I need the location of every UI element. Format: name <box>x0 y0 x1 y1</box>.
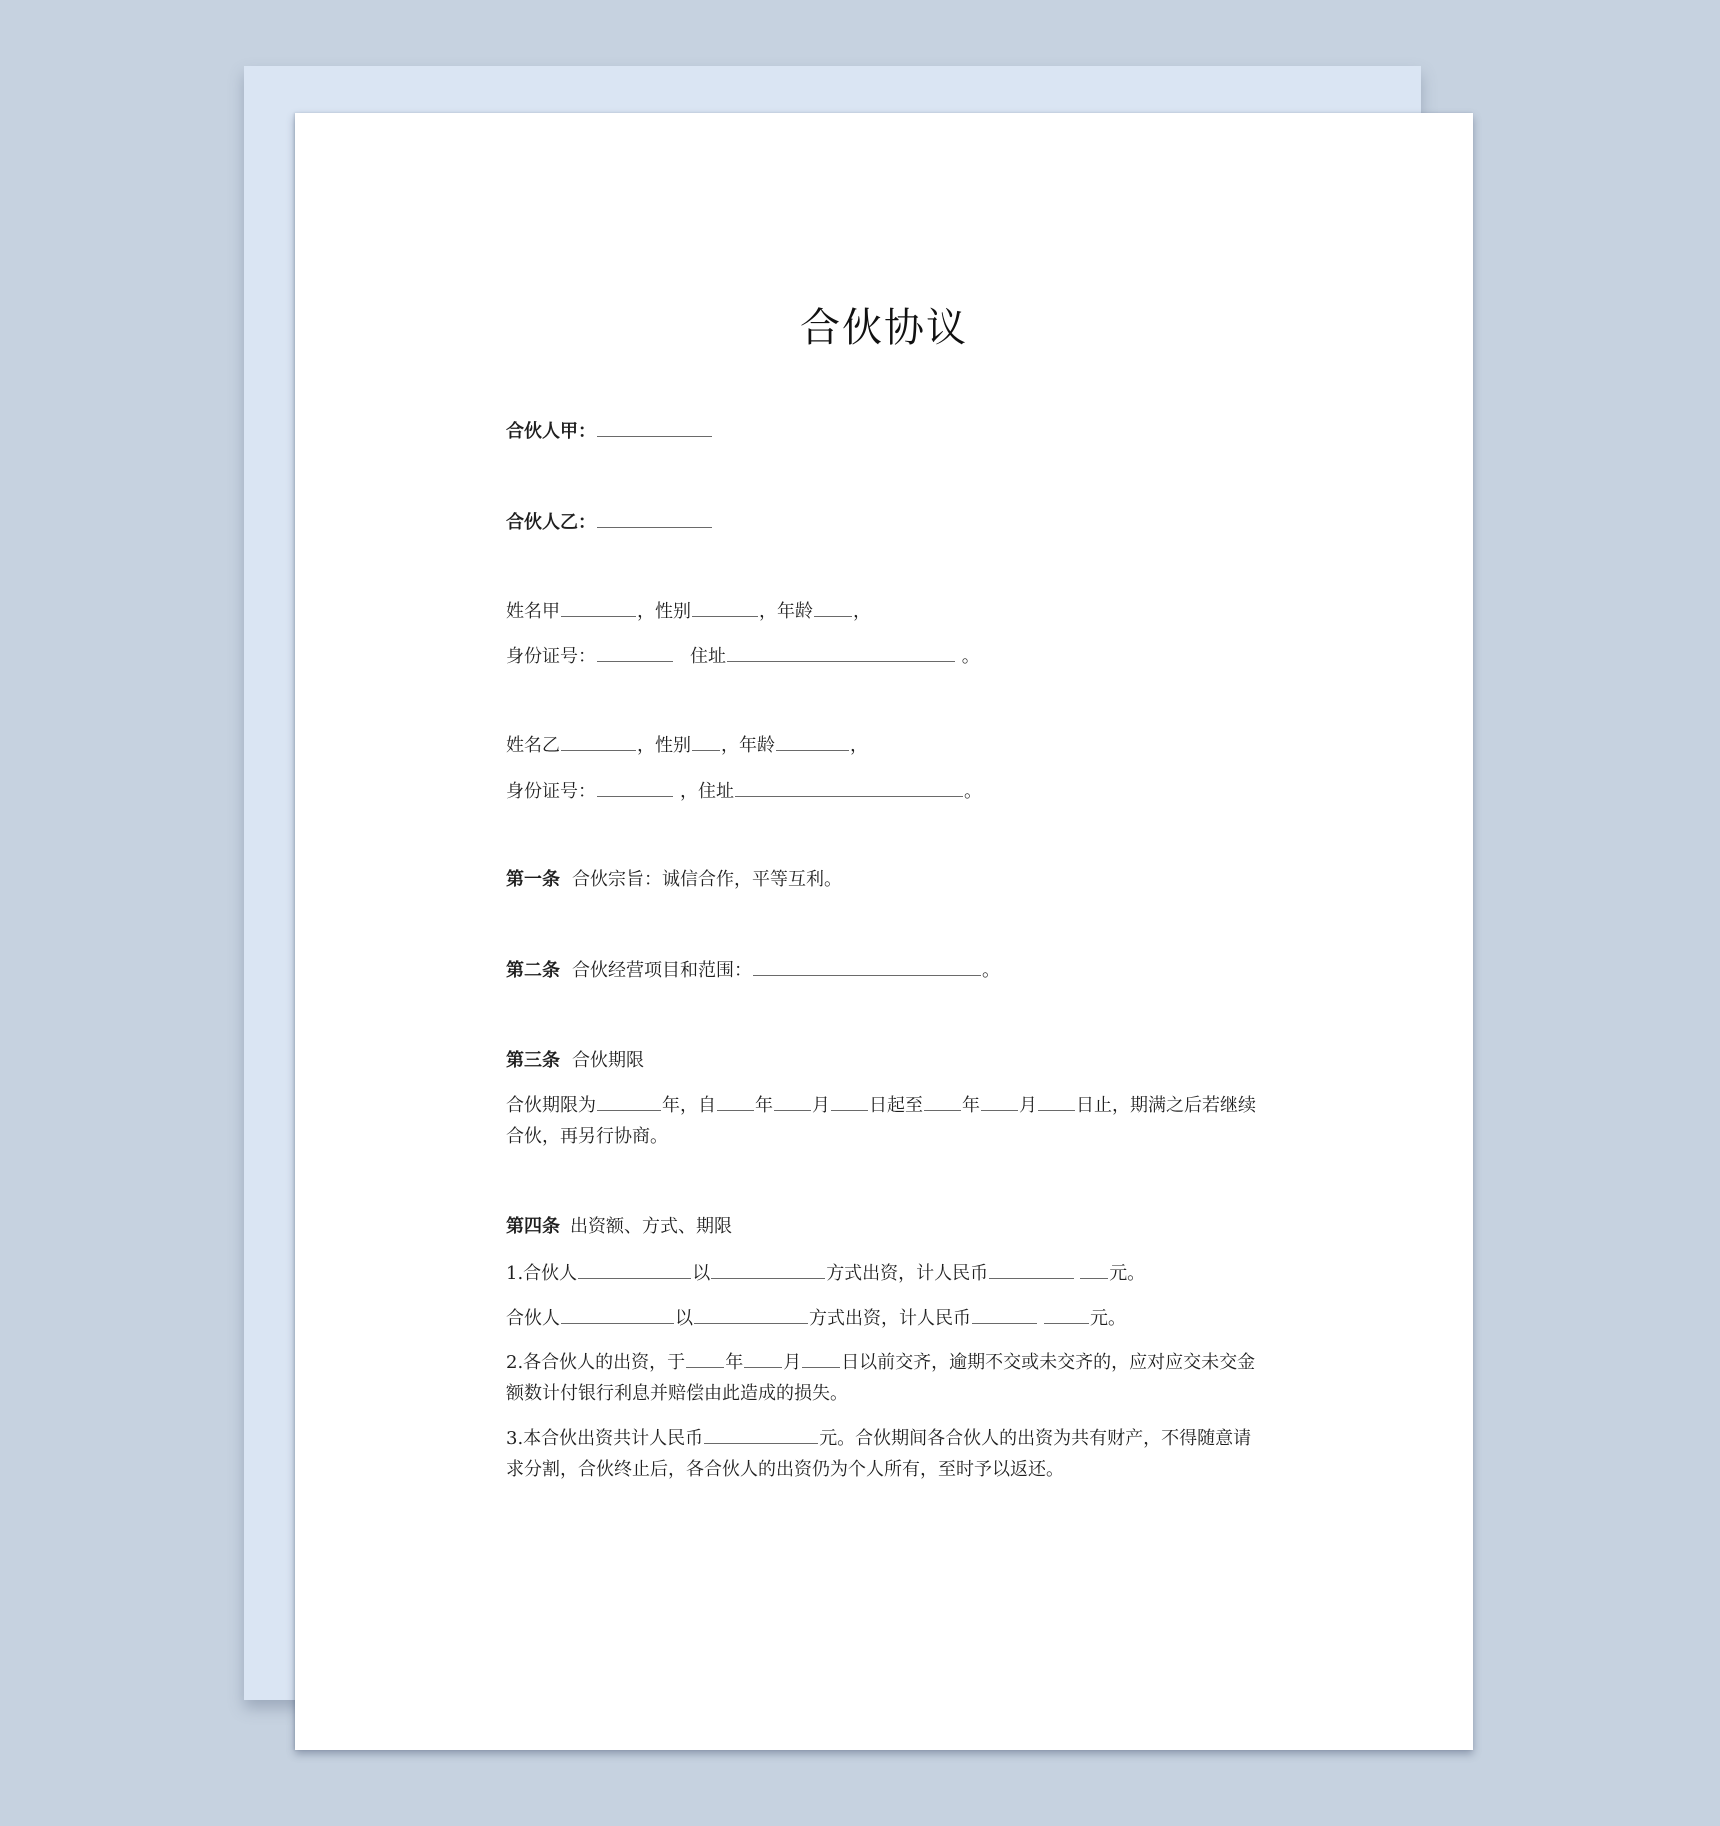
address-b-end: 。 <box>964 781 982 802</box>
end-month-blank[interactable] <box>981 1092 1018 1111</box>
age-a-label: ，年龄 <box>759 601 813 622</box>
with-label: 以 <box>692 1263 711 1284</box>
article-4-item-1 <box>506 1260 1145 1287</box>
article-3-body <box>506 1090 1258 1152</box>
article-3-heading: 第三条 <box>506 1050 560 1071</box>
gender-b-blank[interactable] <box>692 732 720 751</box>
term-years-blank[interactable] <box>597 1092 661 1111</box>
end-day-blank[interactable] <box>1038 1092 1075 1111</box>
gender-a-label: ，性别 <box>637 601 691 622</box>
deadline-day-blank[interactable] <box>802 1349 840 1368</box>
item-3-text: 元。合伙期间各合伙人的出资为共有财产，不得随意请求分割，合伙终止后，各合伙人的出资仍为个人所有，至时予以返还。 <box>506 1428 1252 1480</box>
gender-b-label: ，性别 <box>637 735 691 756</box>
article-1 <box>506 867 842 893</box>
article-3-heading-line <box>506 1048 644 1074</box>
amount-1b-blank[interactable] <box>1080 1260 1108 1279</box>
article-4-heading: 第四条 <box>506 1216 560 1237</box>
article-4-item-1b <box>506 1305 1126 1332</box>
method-2-blank[interactable] <box>694 1305 808 1324</box>
amount-1-blank[interactable] <box>989 1260 1074 1279</box>
article-1-heading: 第一条 <box>506 869 560 890</box>
item-3-prefix: 3.本合伙出资共计人民币 <box>506 1428 704 1449</box>
month-label: 月 <box>1019 1095 1037 1116</box>
method-label: 方式出资，计人民币 <box>826 1263 989 1284</box>
year-label: 年 <box>755 1095 773 1116</box>
article-2 <box>506 957 1000 984</box>
start-month-blank[interactable] <box>774 1092 811 1111</box>
name-b-blank[interactable] <box>561 732 636 751</box>
article-3-title: 合伙期限 <box>572 1050 644 1071</box>
party-b-label: 合伙人乙： <box>506 512 596 533</box>
article-4-heading-line <box>506 1214 732 1240</box>
party-b-line <box>506 509 713 536</box>
article-2-text: 合伙经营项目和范围： <box>572 960 752 981</box>
item-2-prefix: 2.各合伙人的出资，于 <box>506 1352 686 1373</box>
person-a-info-line <box>506 598 871 625</box>
name-a-label: 姓名甲 <box>506 601 560 622</box>
age-a-end: ， <box>853 601 871 622</box>
item-2-text: 日以前交齐，逾期不交或未交齐的，应对应交未交金额数计付银行利息并赔偿由此造成的损失。 <box>506 1352 1256 1404</box>
amount-2-blank[interactable] <box>972 1305 1037 1324</box>
gender-a-blank[interactable] <box>692 598 758 617</box>
article-2-heading: 第二条 <box>506 960 560 981</box>
article-1-text: 合伙宗旨：诚信合作，平等互利。 <box>572 869 842 890</box>
yuan-label: 元。 <box>1090 1308 1126 1329</box>
month-label: 月 <box>812 1095 830 1116</box>
deadline-month-blank[interactable] <box>744 1349 782 1368</box>
article-4-title: 出资额、方式、期限 <box>570 1216 732 1237</box>
person-b-id-line <box>506 778 982 805</box>
address-a-end: 。 <box>956 646 980 667</box>
age-a-blank[interactable] <box>814 598 852 617</box>
article-4-item-3 <box>506 1423 1258 1485</box>
id-a-label: 身份证号： <box>506 646 596 667</box>
name-b-label: 姓名乙 <box>506 735 560 756</box>
year-label: 年 <box>962 1095 980 1116</box>
item-1-prefix: 1.合伙人 <box>506 1263 578 1284</box>
party-a-blank[interactable] <box>597 418 712 437</box>
from-label: 日起至 <box>869 1095 923 1116</box>
article-2-end: 。 <box>982 960 1000 981</box>
year-label: 年 <box>725 1352 744 1373</box>
person-b-info-line <box>506 732 868 759</box>
yuan-label: 元。 <box>1109 1263 1146 1284</box>
address-b-blank[interactable] <box>735 778 963 797</box>
party-b-blank[interactable] <box>597 509 712 528</box>
item-1b-prefix: 合伙人 <box>506 1308 560 1329</box>
business-scope-blank[interactable] <box>753 957 981 976</box>
start-year-blank[interactable] <box>717 1092 754 1111</box>
address-a-blank[interactable] <box>727 643 955 662</box>
month-label: 月 <box>783 1352 802 1373</box>
term-from-label: 年，自 <box>662 1095 716 1116</box>
total-amount-blank[interactable] <box>704 1425 818 1444</box>
id-b-blank[interactable] <box>597 778 673 797</box>
age-b-end: ， <box>850 735 868 756</box>
term-label: 合伙期限为 <box>506 1095 596 1116</box>
id-b-label: 身份证号： <box>506 781 596 802</box>
address-a-label: 住址 <box>690 646 726 667</box>
term-end-text: 日止，期满之后若继续合伙，再另行协商。 <box>506 1095 1256 1147</box>
document-page <box>295 113 1473 1750</box>
party-a-line <box>506 418 713 445</box>
age-b-blank[interactable] <box>776 732 849 751</box>
end-year-blank[interactable] <box>924 1092 961 1111</box>
name-a-blank[interactable] <box>561 598 636 617</box>
person-a-id-line <box>506 643 980 670</box>
method-1-blank[interactable] <box>711 1260 825 1279</box>
id-a-blank[interactable] <box>597 643 673 662</box>
article-4-item-2 <box>506 1347 1258 1409</box>
method-label: 方式出资，计人民币 <box>809 1308 971 1329</box>
party-a-label: 合伙人甲： <box>506 421 596 442</box>
age-b-label: ，年龄 <box>721 735 775 756</box>
partner-1-blank[interactable] <box>578 1260 691 1279</box>
address-b-label: ，住址 <box>680 781 734 802</box>
amount-2b-blank[interactable] <box>1044 1305 1089 1324</box>
start-day-blank[interactable] <box>831 1092 868 1111</box>
with-label: 以 <box>675 1308 693 1329</box>
deadline-year-blank[interactable] <box>686 1349 724 1368</box>
partner-2-blank[interactable] <box>561 1305 674 1324</box>
document-title: 合伙协议 <box>800 305 968 351</box>
